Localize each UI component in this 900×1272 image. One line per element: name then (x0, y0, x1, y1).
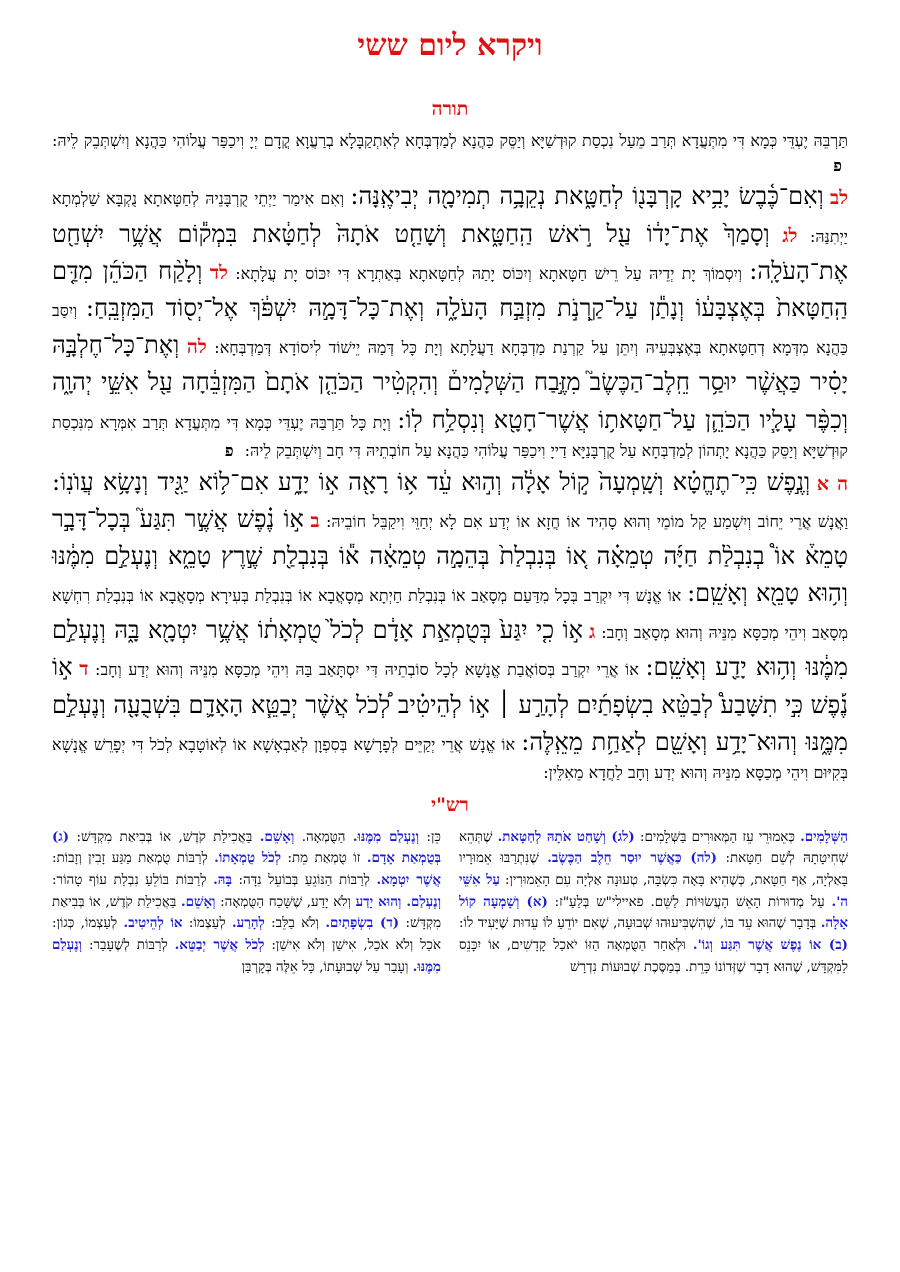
rashi-comment: וְלֹא יָדַע, שֶׁשָּׁכַח הַטֻּמְאָה: (215, 894, 356, 910)
rashi-comment: וְלֹא בַלֵּב: (264, 916, 326, 932)
rashi-dibbur-hamatchil: הַשְּׁלָמִים. (800, 828, 848, 845)
rashi-dibbur-hamatchil: (א) וְשָׁמְעָה קוֹל אָלָה. (459, 893, 848, 932)
verse-number: ה א (816, 472, 849, 495)
rashi-dibbur-hamatchil: (ג) בְּטֻמְאַת אָדָם. (52, 828, 442, 867)
verse-number: ב (310, 509, 320, 532)
parasha-mark: פ (833, 155, 842, 175)
rashi-comment: לְרַבּוֹת טֻמְאַת מַגַּע זָבִין וְזָבוֹת: (52, 851, 215, 867)
verse-targum: וַאֲנָשׁ אֲרֵי יֵחוֹב וְיִשְׁמַע קַל מוֹמֵי וְהוּא סָהִיד אוֹ חֲזָא אוֹ יְדַע אִם לָא יְחַוֵּי וִיקַבֵּל חוֹבֵיהּ: (325, 511, 848, 531)
verse-targum: וְיָת כָּל תַּרְבַּהּ יֶעְדֵּי כְּמָא דִּי מִתְּעֲדָא תְּרַב אִמְּרָא מִנִּכְסַת קוּדְשַׁיָּא וְיַסֵּק כַּהֲנָא יָתְהוֹן לְמַדְבְּחָא עַל קֻרְבָּנַיָּא דַייָ וִיכַפַּר עֲלוֹהִי כַּהֲנָא עַל חוֹבְתֵיהּ דִּי חָב וְיִשְׁתְּבֵק לֵיהּ: (52, 412, 848, 460)
rashi-dibbur-hamatchil: וְנֶעְלַם מִמֶּנּוּ. (352, 828, 420, 845)
rashi-dibbur-hamatchil: אֲשֶׁר יִטְמָא. (376, 872, 441, 888)
rashi-heading: רש"י (431, 793, 469, 816)
verse-number: לב (829, 187, 848, 210)
verse-hebrew: וְנֶ֣פֶשׁ כִּֽי־תֶחֱטָ֗א וְשָֽׁמְעָה֙ ק֣וֹל אָלָ֔ה וְה֣וּא עֵ֔ד א֥וֹ רָאָ֖ה א֣וֹ יָדָ֑ע אִם־ל֥וֹא יַגִּ֖יד וְנָשָׂ֥א עֲוֺנֽוֹ: (52, 467, 811, 496)
verse-targum: וְאִם אִימַר יַיְתֵי קֻרְבָּנֵיהּ לְחַטָּאתָא נֻקְבָּא שַׁלְמְתָא יַיְתִנַּהּ: (52, 189, 848, 246)
rashi-comment: לְרַבּוֹת בּוֹלֵעַ נִבְלַת עוֹף טָהוֹר: (52, 873, 214, 888)
verse-number: לד (209, 261, 228, 284)
rashi-column-right (459, 827, 848, 979)
rashi-dibbur-hamatchil: לְכֹל טֻמְאָתוֹ. (214, 850, 281, 867)
torah-heading: תורה (431, 98, 469, 120)
torah-paragraph (52, 178, 848, 463)
rashi-columns (52, 827, 848, 979)
verse-targum: אוֹ אֱנָשׁ אֲרֵי יְקַיֵּים לְפָרָשָׁא בְּסִפְוָן לְאַבְאָשָׁא אוֹ לְאוֹטָבָא לְכֹל דִּי יְפָרֵשׁ אֱנָשָׁא בְּקִיּוּם וִיהֵי מְכַסָּא מִנֵּיהּ וְהוּא יְדַע וְחָב לַחֲדָא מֵאִלֵּין: (52, 734, 848, 782)
verse-number: ג (589, 621, 596, 644)
parasha-mark: פ (224, 440, 234, 460)
torah-intro (52, 129, 848, 179)
rashi-comment: בְּדָבָר שֶׁהוּא עֵד בּוֹ, שֶׁהִשְׁבִּיעוּהוּ שְׁבוּעָה, שֶׁאִם יוֹדֵעַ לוֹ עֵדוּת שֶׁיָּעִיד לוֹ: (459, 916, 821, 932)
rashi-dibbur-hamatchil: עַל אִשֵּׁי ה'. (459, 872, 848, 910)
rashi-comment: לְרַבּוֹת לְשֶׁעָבַר: (81, 938, 175, 954)
rashi-comment: בַּאֲכִילַת קֹדֶשׁ, אוֹ בְּבִיאַת מִקְדָּשׁ: (52, 894, 442, 932)
rashi-comment: בַּאֲכִילַת קֹדֶשׁ, אוֹ בְּבִיאַת מִקְדָּשׁ: (69, 829, 260, 845)
targum-intro: תַּרְבֵּהּ יֶעְדֵּי כְּמָא דִּי מִתְּעֲדָא תְּרַב מֵעַל נִכְסַת קוּדְשַׁיָּא וְיַסֵּק כַּהֲנָא לְמַדְבְּחָא לְאִתְקַבָּלָא בְרַעֲוָא קֳדָם יְיָ וִיכַפַּר עֲלוֹהִי כַּהֲנָא וְיִשְׁתְּבֵק לֵיהּ: (52, 130, 848, 150)
verse-targum: אוֹ אֱנָשׁ דִּי יִקְרַב בְּכָל מִדַּעַם מְסָאַב אוֹ בְּנִבְלַת חַיְתָא מְסָאֲבָא אוֹ בְּנִבְלַת בְּעִירָא מְסָאֲבָא אוֹ בְּנִבְלַת רִחְשָׁא מְסָאַב וִיהֵי מְכַסָּא מִנֵּיהּ וְהוּא מְסָאַב וְחָב: (52, 586, 849, 643)
rashi-comment: כְּאֵמוּרֵי עֵז הַמְּאוּרִים בַּשְּׁלָמִים: (634, 829, 801, 845)
rashi-dibbur-hamatchil: בָּהּ. (213, 872, 232, 888)
rashi-column-left (52, 827, 441, 979)
torah-paragraph (52, 464, 848, 786)
rashi-dibbur-hamatchil: אוֹ לְהֵיטִיב. (123, 915, 183, 932)
rashi-dibbur-hamatchil: וְאָשֵׁם. (259, 828, 295, 845)
page-title: ויקרא ליום ששי (357, 28, 543, 63)
rashi-dibbur-hamatchil: (ב) אוֹ נֶפֶשׁ אֲשֶׁר תִּגַּע וְגוֹ'. (692, 937, 848, 954)
rashi-comment: הַטֻּמְאָה. (294, 829, 353, 845)
verse-targum: אוֹ אֲרֵי יִקְרַב בְּסוֹאֲבַת אֱנָשָׁא לְכָל סוֹבְתֵיהּ דִּי יִסְתָּאַב בַּהּ וִיהֵי מְכַסָּא מִנֵּיהּ וְהוּא יְדַע וְחָב: (95, 660, 639, 680)
verse-targum: וְיִסְמוֹךְ יָת יְדֵיהּ עַל רֵישׁ חַטָּאתָא וְיִכּוֹס יָתַהּ לְחַטָּאתָא בְּאַתְרָא דִּי יִכּוֹס יָת עֲלָתָא: (235, 263, 742, 283)
verse-hebrew: וְלָקַ֨ח הַכֹּהֵ֜ן מִדַּ֤ם הַֽחַטָּאת֙ בְּאֶצְבָּע֔וֹ וְנָתַ֕ן עַל־קַ֖רְנֹ֣ת מִזְבַּ֣ח הָעֹלָ֑ה וְאֶת־כָּל־דָּמָ֣הּ יִשְׁפֹּ֔ךְ אֶל־יְס֖וֹד הַמִּזְבֵּֽחַ: (52, 256, 848, 322)
verse-hebrew: וְאִם־כֶּ֫בֶשׂ יָבִ֥יא קָרְבָּנ֖וֹ לְחַטָּ֑את נְקֵבָ֥ה תְמִימָ֖ה יְבִיאֶֽנָּה: (350, 182, 824, 211)
rashi-dibbur-hamatchil: לְהָרַע. (232, 915, 265, 932)
torah-text (52, 129, 848, 786)
rashi-comment: לְרַבּוֹת הַנּוֹגֵעַ בְּבוֹעֵל נִדָּה: (231, 873, 377, 888)
rashi-comment: לְעַצְמוֹ, כְּגוֹן: אֹכַל וְלֹא אֹכַל, אִישַׁן וְלֹא אִישַׁן: (52, 916, 441, 954)
verse-number: לה (186, 336, 207, 359)
rashi-dibbur-hamatchil: לְכֹל אֲשֶׁר יְבַטֵּא. (174, 937, 265, 954)
rashi-dibbur-hamatchil: וְנֶעְלַם מִמֶּנּוּ. (52, 937, 441, 975)
rashi-comment: עַל מְדוּרוֹת הָאֵשׁ הָעֲשׂוּיוֹת לַשֵּׁם. פאיילי"ש בְּלַעַ"ז: (547, 894, 832, 910)
verse-targum: וְיִסַּב כַּהֲנָא מִדְּמָא דְחַטָּאתָא בְּאֶצְבְּעֵיהּ וְיִתֵּן עַל קַרְנַת מַדְבְּחָא דַעֲלָתָא וְיָת כָּל דְּמַהּ יֵישׁוֹד לִיסוֹדָא דְּמַדְבְּחָא: (52, 300, 849, 358)
rashi-dibbur-hamatchil: וְנֶעְלַם. וְהוּא יָדַע (355, 893, 441, 910)
verse-number: לג (782, 224, 798, 247)
verse-hebrew: א֣וֹ כִ֤י יִגַּע֙ בְּטֻמְאַ֣ת אָדָ֔ם לְכֹל֙ טֻמְאָת֔וֹ אֲשֶׁ֥ר יִטְמָ֖א בָּ֑הּ וְנֶעְלַ֣ם מִמֶּ֔נּוּ וְה֥וּא יָדַ֖ע וְאָשֵֽׁם: (52, 616, 848, 682)
verse-hebrew: א֣וֹ נֶ֡פֶשׁ כִּ֣י תִשָּׁבַע֩ לְבַטֵּ֨א בִשְׂפָתַ֜יִם לְהָרַ֣ע ׀ א֣וֹ לְהֵיטִ֗יב לְ֠כֹל אֲשֶׁ֨ר יְבַטֵּ֧א הָאָדָ֛ם בִּשְׁבֻעָ֖ה וְנֶעְלַ֣ם מִמֶּ֑נּוּ וְהוּא־יָדַ֥ע וְאָשֵׁ֖ם לְאַחַ֥ת מֵאֵֽלֶּה: (52, 653, 849, 756)
rashi-comment: שֶׁנִּתְרַבּוּ אֵמוּרָיו בָּאַלְיָה, אַף חַטָּאת, כְּשֶׁהִיא בָּאָה כִּשְׂבָּה, טְעוּנָה אַלְיָה עִם הָאֵמוּרִין: (459, 851, 848, 888)
rashi-dibbur-hamatchil: (לג) וְשָׁחַט אֹתָהּ לְחַטָּאת. (497, 828, 635, 845)
rashi-comment: וְעָבַר עַל שְׁבוּעָתוֹ, כָּל אֵלֶּה בְּקָרְבַּן (241, 959, 413, 975)
rashi-dibbur-hamatchil: וְאָשֵׁם. (180, 893, 216, 910)
rashi-dibbur-hamatchil: (לה) כַּאֲשֶׁר יוּסַר חֵלֶב הַכֶּשֶׂב. (547, 850, 718, 867)
verse-hebrew: וְסָמַךְ֙ אֶת־יָד֔וֹ עַ֖ל רֹ֣אשׁ הַֽחַטָּ֑את וְשָׁחַ֤ט אֹתָהּ֙ לְחַטָּ֔את בִּמְק֕וֹם אֲשֶׁ֥ר יִשְׁחַ֖ט אֶת־הָעֹלָֽה: (52, 219, 849, 285)
verse-hebrew: א֣וֹ נֶ֗פֶשׁ אֲשֶׁ֣ר תִּגַּע֮ בְּכָל־דָּבָ֣ר טָמֵא֒ אוֹ֩ בְנִבְלַ֨ת חַיָּ֜ה טְמֵאָ֗ה א֚וֹ בְּנִבְלַת֙ בְּהֵמָ֣ה טְמֵאָ֔ה א֕וֹ בְּנִבְלַ֖ת שֶׁ֣רֶץ טָמֵ֑א וְנֶעְלַ֣ם מִמֶּ֔נּוּ וְה֥וּא טָמֵ֖א וְאָשֵֽׁם: (52, 504, 849, 608)
rashi-comment: לְעַצְמוֹ: (182, 916, 232, 932)
verse-number: ד (79, 658, 89, 681)
rashi-dibbur-hamatchil: (ד) בִשְׂפָתַיִם. (325, 915, 400, 932)
rashi-comment: וּלְאַחַר הַטֻּמְאָה הַזּוֹ יֹאכַל קָדָשִׁים, אוֹ יִכָּנֵס לַמִּקְדָּשׁ, שֶׁהוּא דָבָר שֶׁזְּדוֹנוֹ כָּרֵת. בְּמַסֶּכֶת שְׁבוּעוֹת נִדְרָשׁ (459, 938, 848, 975)
rashi-comment: שֶׁתְּהֵא שְׁחִיטָתָהּ לְשֵׁם חַטָּאת: (459, 829, 848, 867)
rashi-comment: כֵּן: (419, 829, 441, 845)
verse-hebrew: וְאֶת־כָּל־חֶלְבָּ֣הּ יָסִ֗יר כַּאֲשֶׁ֨ר יוּסַ֥ר חֵֽלֶב־הַכֶּשֶׂב֮ מִזֶּ֣בַח הַשְּׁלָמִים֒ וְהִקְטִ֨יר הַכֹּהֵ֤ן אֹתָם֙ הַמִּזְבֵּ֔חָה עַ֖ל אִשֵּׁ֣י יְהוָ֑ה וְכִפֶּ֨ר עָלָ֧יו הַכֹּהֵ֛ן עַל־חַטָּאת֥וֹ אֲשֶׁר־חָטָ֖א וְנִסְלַ֥ח לֽוֹ: (52, 331, 848, 434)
rashi-comment: זוֹ טֻמְאַת מֵת: (281, 851, 367, 867)
